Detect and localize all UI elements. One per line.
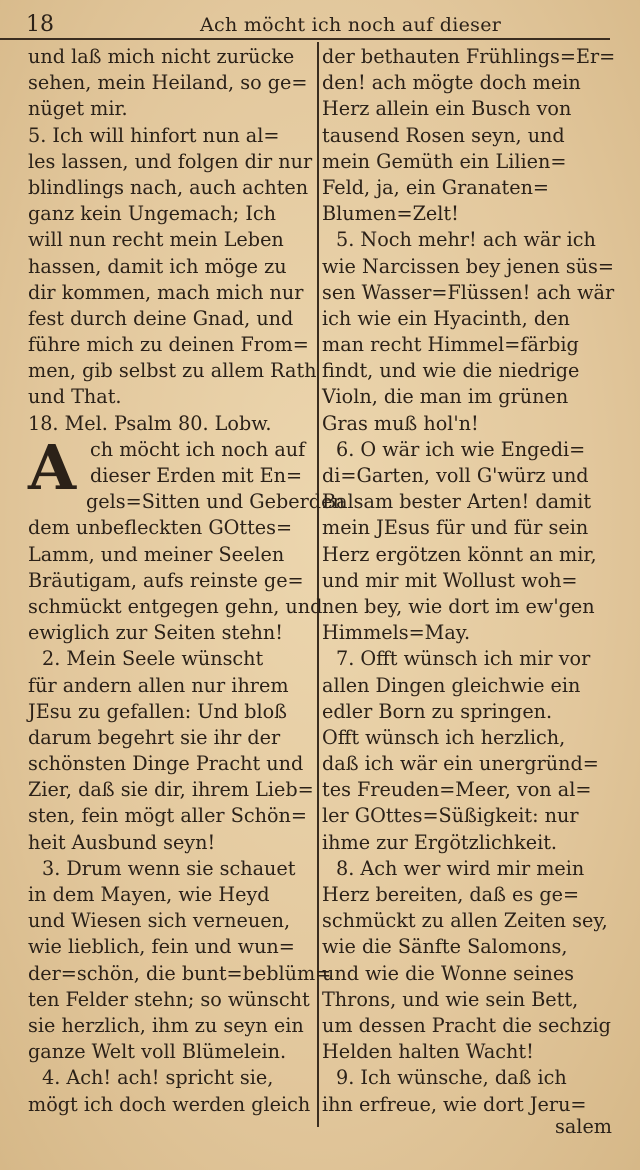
stanza-7-line: daß ich wär ein unergründ= — [322, 752, 599, 776]
text-line: Herz allein ein Busch von — [322, 97, 572, 121]
stanza-5-line: Gras muß hol'n! — [322, 411, 479, 435]
stanza-3-line: ten Felder stehn; so wünscht — [28, 987, 310, 1011]
stanza-5-line: führe mich zu deinen From= — [28, 333, 309, 357]
stanza-5-line: hassen, damit ich möge zu — [28, 254, 287, 278]
stanza-6-line: mein JEsus für und für sein — [322, 516, 589, 540]
stanza-5-line: findt, und wie die niedrige — [322, 359, 580, 383]
stanza-7-line: edler Born zu springen. — [322, 699, 553, 723]
stanza-3-line: 3. Drum wenn sie schauet — [42, 856, 296, 880]
stanza-8-line: und wie die Wonne seines — [322, 961, 575, 985]
stanza-8-line: wie die Sänfte Salomons, — [322, 935, 568, 959]
stanza-5-line: will nun recht mein Leben — [28, 228, 284, 252]
stanza-4-line: mögt ich doch werden gleich — [28, 1092, 311, 1116]
text-line: Feld, ja, ein Granaten= — [322, 175, 550, 199]
running-head: Ach möcht ich noch auf dieser — [200, 14, 502, 36]
text-line: sehen, mein Heiland, so ge= — [28, 71, 308, 95]
stanza-5-line: Violn, die man im grünen — [322, 385, 569, 409]
stanza-8-line: schmückt zu allen Zeiten sey, — [322, 909, 608, 933]
stanza-8-line: um dessen Pracht die sechzig — [322, 1013, 611, 1037]
stanza-2-line: darum begehrt sie ihr der — [28, 725, 281, 749]
stanza-9-line: ihn erfreue, wie dort Jeru= — [322, 1092, 587, 1116]
stanza-3-line: der=schön, die bunt=beblüm= — [28, 961, 332, 985]
stanza-5-line: 5. Ich will hinfort nun al= — [28, 123, 280, 147]
hymn-stanza-1 — [28, 430, 345, 647]
stanza-2-line: sten, fein mögt aller Schön= — [28, 804, 307, 828]
stanza-1-line: Bräutigam, aufs reinste ge= — [28, 568, 304, 592]
stanza-7-line: 7. Offt wünsch ich mir vor — [336, 647, 591, 671]
stanza-5-line: les lassen, und folgen dir nur — [28, 149, 313, 173]
stanza-9-line: 9. Ich wünsche, daß ich — [336, 1066, 567, 1090]
stanza-6-line: Himmels=May. — [322, 621, 471, 645]
stanza-7-line: tes Freuden=Meer, von al= — [322, 778, 592, 802]
text-line: tausend Rosen seyn, und — [322, 123, 565, 147]
text-line: der bethauten Frühlings=Er= — [322, 45, 616, 68]
stanza-8-line: Helden halten Wacht! — [322, 1040, 534, 1064]
stanza-1-line: dieser Erden mit En= — [90, 464, 303, 487]
stanza-7-line: Offt wünsch ich herzlich, — [322, 725, 566, 749]
stanza-2-line: 2. Mein Seele wünscht — [42, 647, 264, 671]
stanza-6-line: Herz ergötzen könnt an mir, — [322, 542, 597, 566]
page-number: 18 — [26, 12, 54, 37]
stanza-3-line: und Wiesen sich verneuen, — [28, 909, 291, 933]
stanza-5-line: dir kommen, mach mich nur — [28, 280, 304, 304]
stanza-5-line: fest durch deine Gnad, und — [28, 306, 294, 330]
stanza-7-line: allen Dingen gleichwie ein — [322, 673, 581, 697]
stanza-5-line: ich wie ein Hyacinth, den — [322, 306, 570, 330]
stanza-1-line: dem unbefleckten GOttes= — [28, 516, 293, 540]
text-line: nüget mir. — [28, 97, 128, 121]
stanza-7-line: ler GOttes=Süßigkeit: nur — [322, 804, 579, 828]
stanza-6-line: di=Garten, voll G'würz und — [322, 464, 589, 487]
stanza-2-line: heit Ausbund seyn! — [28, 830, 216, 854]
stanza-6-line: und mir mit Wollust woh= — [322, 568, 578, 592]
header-rule — [0, 38, 610, 40]
stanza-2-line: JEsu zu gefallen: Und bloß — [28, 699, 287, 723]
stanza-6-line: Balsam bester Arten! damit — [322, 490, 592, 514]
stanza-2-line: für andern allen nur ihrem — [28, 673, 289, 697]
stanza-6-line: 6. O wär ich wie Engedi= — [336, 437, 586, 461]
left-column — [28, 44, 345, 1118]
stanza-3-line: wie lieblich, fein und wun= — [28, 935, 295, 959]
stanza-1-line: gels=Sitten und Geberden — [86, 490, 345, 514]
text-line: und laß mich nicht zurücke — [28, 45, 295, 68]
stanza-4-line: 4. Ach! ach! spricht sie, — [42, 1066, 274, 1090]
stanza-3-line: sie herzlich, ihm zu seyn ein — [28, 1013, 304, 1037]
stanza-5-line: 5. Noch mehr! ach wär ich — [336, 228, 596, 252]
text-line: Blumen=Zelt! — [322, 202, 459, 226]
stanza-3-line: ganze Welt voll Blümelein. — [28, 1040, 287, 1064]
stanza-5-line: blindlings nach, auch achten — [28, 175, 309, 199]
text-line: den! ach mögte doch mein — [322, 71, 581, 95]
catchword: salem — [555, 1115, 612, 1138]
stanza-5-line: und That. — [28, 385, 122, 409]
stanza-8-line: Throns, und wie sein Bett, — [322, 987, 579, 1011]
stanza-5-line: ganz kein Ungemach; Ich — [28, 202, 277, 226]
stanza-2-line: Zier, daß sie dir, ihrem Lieb= — [28, 778, 314, 802]
stanza-5-line: man recht Himmel=färbig — [322, 333, 579, 357]
stanza-5-line: men, gib selbst zu allem Rath — [28, 359, 317, 383]
stanza-1-line: Lamm, und meiner Seelen — [28, 542, 285, 566]
stanza-1-line: schmückt entgegen gehn, und — [28, 594, 323, 618]
stanza-6-line: nen bey, wie dort im ew'gen — [322, 594, 595, 618]
stanza-1-line: ewiglich zur Seiten stehn! — [28, 621, 283, 645]
hymn-heading: 18. Mel. Psalm 80. Lobw. — [28, 411, 272, 435]
stanza-1-line: ch möcht ich noch auf — [90, 437, 306, 461]
stanza-3-line: in dem Mayen, wie Heyd — [28, 883, 270, 906]
stanza-5-line: sen Wasser=Flüssen! ach wär — [322, 280, 615, 304]
stanza-2-line: schönsten Dinge Pracht und — [28, 752, 304, 776]
text-line: mein Gemüth ein Lilien= — [322, 149, 567, 173]
stanza-7-line: ihme zur Ergötzlichkeit. — [322, 830, 558, 854]
page-header — [22, 10, 622, 40]
stanza-8-line: Herz bereiten, daß es ge= — [322, 883, 580, 906]
stanza-8-line: 8. Ach wer wird mir mein — [336, 856, 585, 880]
stanza-5-line: wie Narcissen bey jenen süs= — [322, 254, 614, 278]
right-column — [322, 44, 614, 1118]
drop-cap: A — [28, 430, 77, 504]
